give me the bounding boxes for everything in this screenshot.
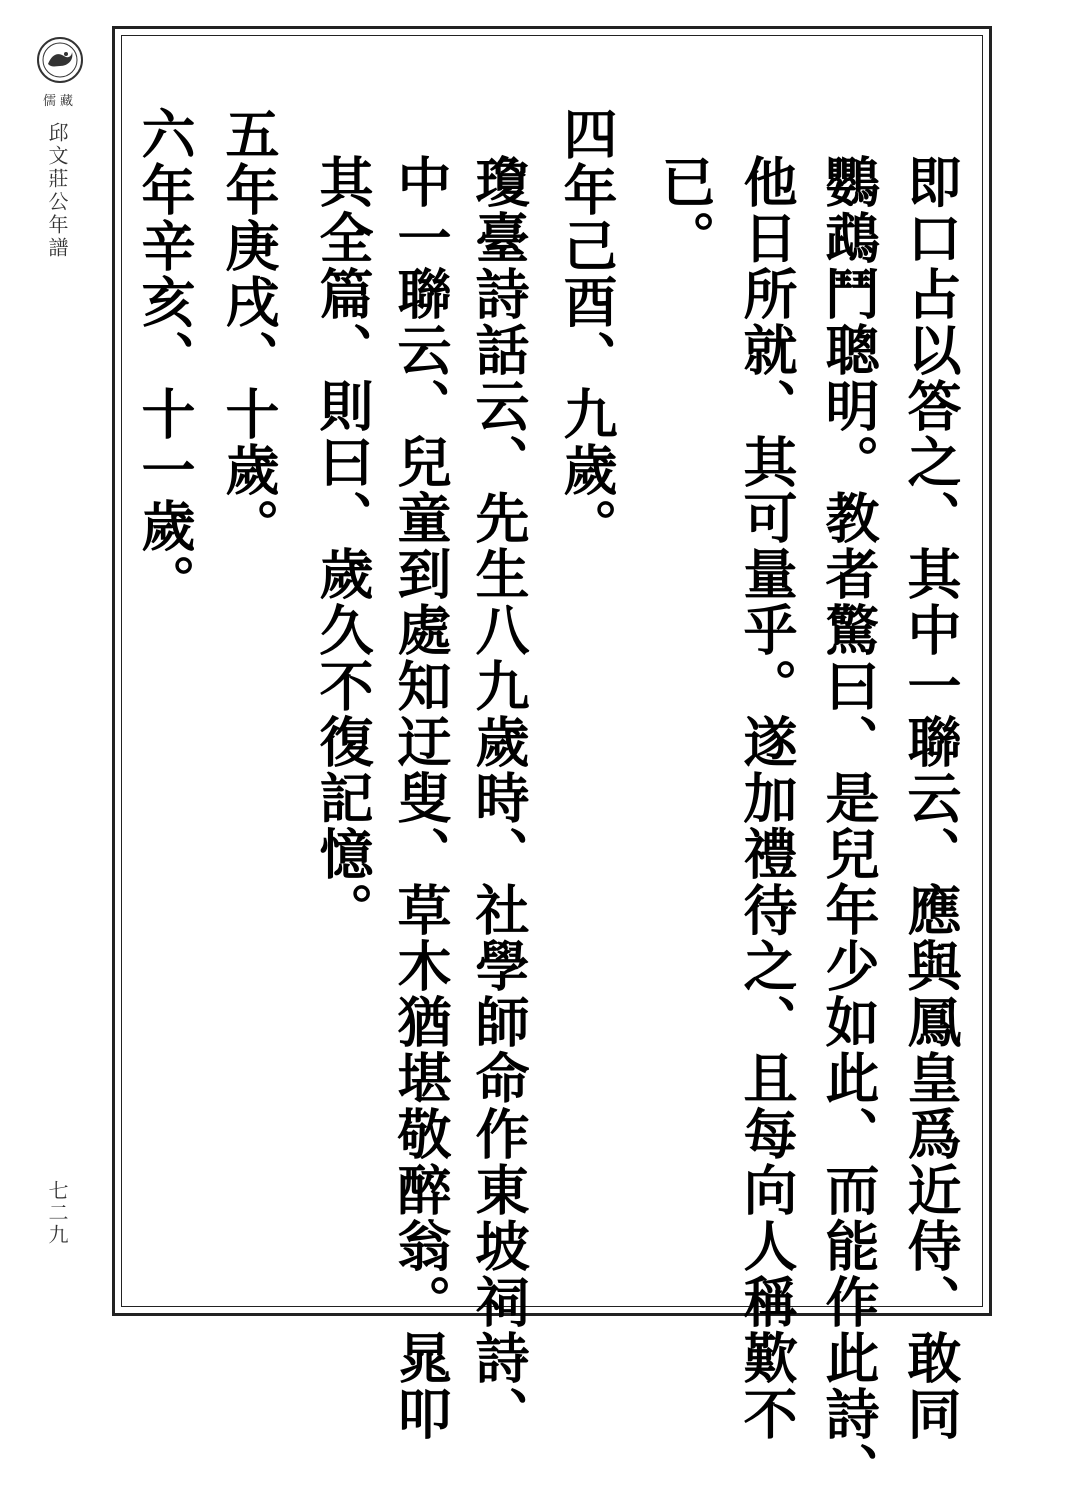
page-margin xyxy=(30,30,90,1320)
text-column-9: 五年庚戌、十歲。 xyxy=(217,106,281,554)
seal-logo-icon xyxy=(36,36,84,84)
text-frame-inner xyxy=(121,35,983,1498)
text-column-4: 已。 xyxy=(653,154,717,266)
book-title: 邱文莊公年譜 xyxy=(45,122,69,260)
text-column-5: 四年己酉、九歲。 xyxy=(555,106,619,554)
text-column-1: 即口占以答之、其中一聯云、應與鳳皇爲近侍、敢同 xyxy=(899,154,963,1442)
text-column-2: 鸚鵡鬥聰明。教者驚曰、是兒年少如此、而能作此詩、 xyxy=(817,154,881,1498)
series-name: 儒藏 xyxy=(42,94,77,109)
text-column-10: 六年辛亥、十一歲。 xyxy=(133,106,197,610)
text-column-7: 中一聯云、兒童到處知迂叟、草木猶堪敬醉翁。晁叩 xyxy=(389,154,453,1442)
text-column-3: 他日所就、其可量乎。遂加禮待之、且每向人稱歎不 xyxy=(735,154,799,1442)
page-number: 七二九 xyxy=(45,1180,69,1246)
text-frame xyxy=(112,26,992,1498)
text-column-8: 其全篇、則曰、歲久不復記憶。 xyxy=(311,154,375,938)
text-column-6: 瓊臺詩話云、先生八九歲時、社學師命作東坡祠詩、 xyxy=(467,154,531,1442)
